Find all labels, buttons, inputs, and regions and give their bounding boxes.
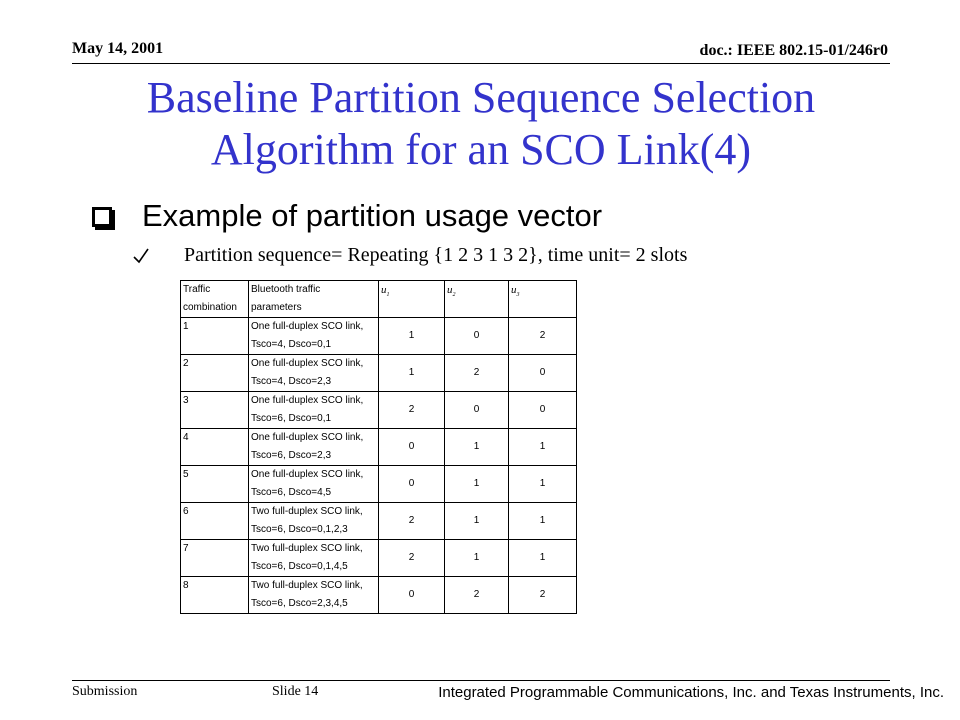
table-row (181, 577, 577, 614)
cell-text: 1 (539, 552, 546, 563)
cell-u2 (445, 355, 509, 392)
cell-u3 (509, 577, 577, 614)
cell-u1 (379, 466, 445, 503)
u1-symbol (381, 284, 390, 299)
table-row (181, 503, 577, 540)
cell-text: 1 (408, 367, 415, 378)
cell-combination (181, 503, 249, 540)
cell-u3 (509, 318, 577, 355)
cell-combination (181, 355, 249, 392)
cell-u2 (445, 503, 509, 540)
square-bullet-icon (92, 207, 112, 227)
cell-text: Tsco=6, Dsco=2,3,4,5 (251, 598, 348, 609)
cell-text: 2 (539, 330, 546, 341)
cell-text: One full-duplex SCO link, (251, 358, 364, 369)
u-symbol: u (447, 284, 453, 296)
cell-parameters (249, 318, 379, 355)
cell-text: 6 (183, 506, 189, 517)
cell-u2 (445, 392, 509, 429)
cell-text: Tsco=6, Dsco=4,5 (251, 487, 332, 498)
cell-u2 (445, 466, 509, 503)
header-divider (72, 63, 890, 64)
cell-text: 0 (539, 367, 546, 378)
table-header-row (181, 281, 577, 318)
bullet-level-1 (92, 198, 602, 234)
table-row (181, 466, 577, 503)
header-text: Bluetooth traffic (251, 284, 321, 295)
u3-symbol (511, 284, 520, 299)
cell-text: Tsco=6, Dsco=0,1,2,3 (251, 524, 348, 535)
cell-combination (181, 577, 249, 614)
cell-text: 2 (183, 358, 189, 369)
cell-u1 (379, 540, 445, 577)
bullet-level-2 (132, 244, 687, 267)
header-doc-id: doc.: IEEE 802.15-01/246r0 (699, 42, 888, 59)
cell-text: 2 (408, 404, 415, 415)
cell-text: 1 (473, 552, 480, 563)
cell-text: 1 (539, 515, 546, 526)
cell-u2 (445, 429, 509, 466)
cell-u1 (379, 429, 445, 466)
cell-u3 (509, 503, 577, 540)
cell-text: 1 (408, 330, 415, 341)
u-subscript: 1 (386, 292, 390, 299)
cell-text: Tsco=4, Dsco=2,3 (251, 376, 332, 387)
slide-title (72, 72, 890, 176)
cell-text: 2 (473, 589, 480, 600)
cell-u1 (379, 318, 445, 355)
cell-text: One full-duplex SCO link, (251, 432, 364, 443)
cell-u1 (379, 392, 445, 429)
cell-combination (181, 318, 249, 355)
cell-text: 2 (408, 515, 415, 526)
checkmark-icon (132, 247, 150, 265)
cell-u3 (509, 355, 577, 392)
u2-symbol (447, 284, 456, 299)
cell-text: Tsco=4, Dsco=0,1 (251, 339, 332, 350)
cell-combination (181, 392, 249, 429)
header-u1 (379, 281, 445, 318)
cell-parameters (249, 355, 379, 392)
cell-text: 0 (408, 589, 415, 600)
cell-u3 (509, 429, 577, 466)
cell-text: 1 (539, 441, 546, 452)
cell-text: 2 (473, 367, 480, 378)
cell-parameters (249, 429, 379, 466)
cell-parameters (249, 540, 379, 577)
cell-text: 0 (408, 478, 415, 489)
cell-parameters (249, 466, 379, 503)
cell-text: 8 (183, 580, 189, 591)
table-row (181, 540, 577, 577)
cell-u2 (445, 540, 509, 577)
footer-submission: Submission (72, 684, 138, 699)
table-row (181, 429, 577, 466)
cell-text: 2 (408, 552, 415, 563)
cell-text: Two full-duplex SCO link, (251, 580, 363, 591)
partition-usage-table (180, 280, 577, 614)
header-bluetooth-params (249, 281, 379, 318)
cell-u1 (379, 503, 445, 540)
cell-text: 0 (539, 404, 546, 415)
header-u2 (445, 281, 509, 318)
header-text: combination (183, 302, 237, 313)
cell-text: Two full-duplex SCO link, (251, 506, 363, 517)
footer-organization: Integrated Programmable Communications, Inc. and Texas Instruments, Inc. (438, 684, 944, 701)
u-subscript: 3 (516, 292, 520, 299)
cell-u3 (509, 466, 577, 503)
u-symbol: u (511, 284, 517, 296)
table-row (181, 392, 577, 429)
cell-u1 (379, 577, 445, 614)
cell-u3 (509, 540, 577, 577)
bullet-2-text: Partition sequence= Repeating {1 2 3 1 3 2}, time unit= 2 slots (184, 244, 688, 266)
cell-u2 (445, 318, 509, 355)
cell-text: 4 (183, 432, 189, 443)
cell-combination (181, 540, 249, 577)
title-line-1: Baseline Partition Sequence Selection (146, 73, 816, 122)
cell-text: Two full-duplex SCO link, (251, 543, 363, 554)
header-u3 (509, 281, 577, 318)
cell-text: Tsco=6, Dsco=0,1,4,5 (251, 561, 348, 572)
footer-divider (72, 680, 890, 681)
cell-text: One full-duplex SCO link, (251, 321, 364, 332)
cell-text: 1 (473, 478, 480, 489)
u-subscript: 2 (452, 292, 456, 299)
cell-text: 3 (183, 395, 189, 406)
cell-text: 0 (473, 330, 480, 341)
bullet-1-text: Example of partition usage vector (142, 198, 603, 233)
cell-text: 0 (473, 404, 480, 415)
cell-parameters (249, 392, 379, 429)
cell-u1 (379, 355, 445, 392)
cell-combination (181, 429, 249, 466)
cell-combination (181, 466, 249, 503)
u-symbol: u (381, 284, 387, 296)
cell-text: 1 (183, 321, 189, 332)
table-row (181, 318, 577, 355)
cell-text: 1 (539, 478, 546, 489)
header-date: May 14, 2001 (72, 40, 164, 57)
header-text: parameters (251, 302, 302, 313)
title-line-2: Algorithm for an SCO Link(4) (210, 125, 752, 174)
cell-u3 (509, 392, 577, 429)
cell-u2 (445, 577, 509, 614)
cell-text: 7 (183, 543, 189, 554)
cell-text: 1 (473, 441, 480, 452)
footer-slide-number: Slide 14 (272, 684, 319, 699)
cell-text: 2 (539, 589, 546, 600)
cell-parameters (249, 577, 379, 614)
cell-text: 5 (183, 469, 189, 480)
cell-text: One full-duplex SCO link, (251, 469, 364, 480)
cell-text: Tsco=6, Dsco=0,1 (251, 413, 332, 424)
cell-parameters (249, 503, 379, 540)
header-text: Traffic (183, 284, 211, 295)
cell-text: Tsco=6, Dsco=2,3 (251, 450, 332, 461)
header-traffic-combination (181, 281, 249, 318)
cell-text: 0 (408, 441, 415, 452)
cell-text: 1 (473, 515, 480, 526)
cell-text: One full-duplex SCO link, (251, 395, 364, 406)
table-row (181, 355, 577, 392)
